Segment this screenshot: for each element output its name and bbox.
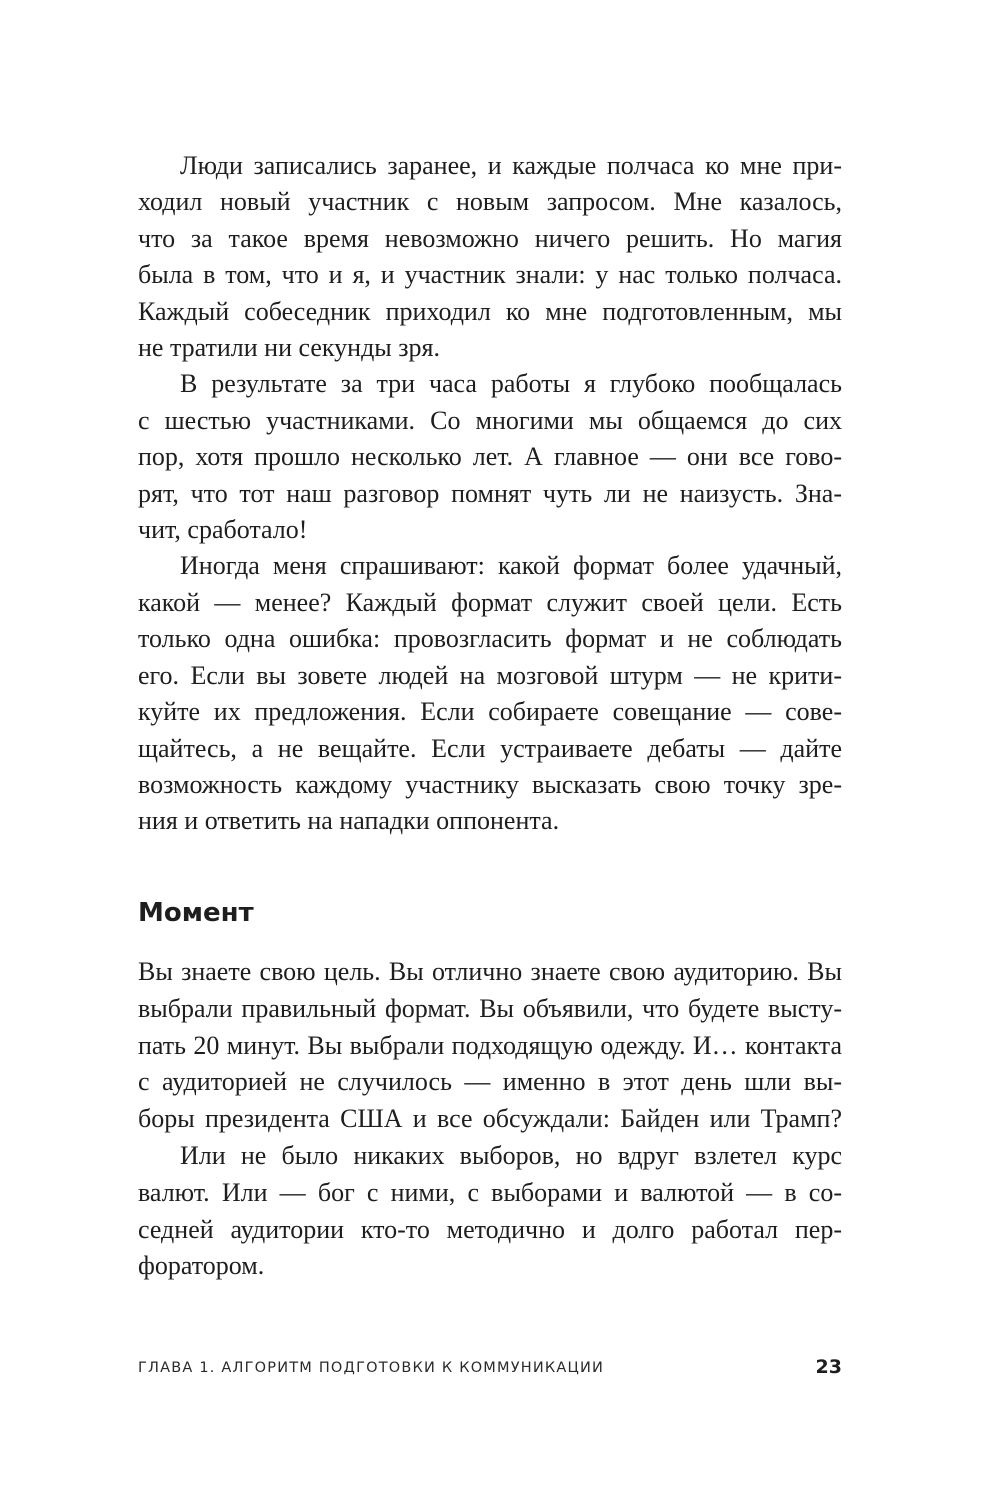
body-text bbox=[138, 148, 842, 840]
text-line: щайтесь, а не вещайте. Если устраиваете дебаты — дайте bbox=[138, 733, 842, 763]
text-line: Иногда меня спрашивают: какой формат более удачный, bbox=[180, 551, 842, 581]
text-line: какой — менее? Каждый формат служит своей цели. Есть bbox=[138, 587, 842, 617]
text-line: ходил новый участник с новым запросом. Мне казалось, bbox=[138, 187, 842, 217]
paragraph bbox=[138, 1138, 842, 1285]
text-line: Или не было никаких выборов, но вдруг взлетел курс bbox=[180, 1140, 842, 1170]
text-line: что за такое время невозможно ничего решить. Но магия bbox=[138, 223, 842, 253]
text-line: его. Если вы зовете людей на мозговой штурм — не крити- bbox=[138, 660, 842, 690]
text-line: рят, что тот наш разговор помнят чуть ли не наизусть. Зна- bbox=[138, 478, 842, 508]
text-line: ния и ответить на нападки оппонента. bbox=[138, 806, 560, 836]
text-line: чит, сработало! bbox=[138, 515, 308, 545]
text-line: пать 20 минут. Вы выбрали подходящую одежду. И… контакта bbox=[138, 1030, 842, 1060]
text-line: боры президента США и все обсуждали: Байден или Трамп? bbox=[138, 1104, 842, 1134]
text-line: седней аудитории кто-то методично и долго работал пер- bbox=[138, 1214, 842, 1244]
text-line: выбрали правильный формат. Вы объявили, что будете высту- bbox=[138, 993, 842, 1023]
text-line: с аудиторией не случилось — именно в этот день шли вы- bbox=[138, 1067, 842, 1097]
running-footer-chapter: ГЛАВА 1. АЛГОРИТМ ПОДГОТОВКИ К КОММУНИКАЦИИ bbox=[138, 1360, 605, 1376]
page-number: 23 bbox=[815, 1356, 842, 1378]
paragraph bbox=[138, 366, 842, 548]
text-line: только одна ошибка: провозгласить формат и не соблюдать bbox=[138, 624, 842, 654]
text-line: валют. Или — бог с ними, с выборами и валютой — в со- bbox=[138, 1177, 842, 1207]
text-line: куйте их предложения. Если собираете совещание — сове- bbox=[138, 697, 842, 727]
text-line: возможность каждому участнику высказать свою точку зре- bbox=[138, 769, 842, 799]
section-body bbox=[138, 954, 842, 1285]
text-line: с шестью участниками. Со многими мы общаемся до сих bbox=[138, 405, 842, 435]
text-line: Люди записались заранее, и каждые полчаса ко мне при- bbox=[180, 151, 842, 180]
page-footer bbox=[138, 1356, 842, 1386]
paragraph bbox=[138, 954, 842, 1138]
text-line: форатором. bbox=[138, 1251, 265, 1281]
text-line: не тратили ни секунды зря. bbox=[138, 333, 440, 363]
text-line: Каждый собеседник приходил ко мне подготовленным, мы bbox=[138, 296, 842, 326]
text-line: В результате за три часа работы я глубоко пообщалась bbox=[180, 369, 842, 399]
text-line: была в том, что и я, и участник знали: у нас только полчаса. bbox=[138, 260, 842, 290]
text-line: Вы знаете свою цель. Вы отлично знаете свою аудиторию. Вы bbox=[138, 957, 842, 986]
paragraph bbox=[138, 548, 842, 839]
paragraph bbox=[138, 148, 842, 366]
text-line: пор, хотя прошло несколько лет. А главное — они все гово- bbox=[138, 442, 842, 472]
section-heading: Момент bbox=[138, 898, 254, 928]
